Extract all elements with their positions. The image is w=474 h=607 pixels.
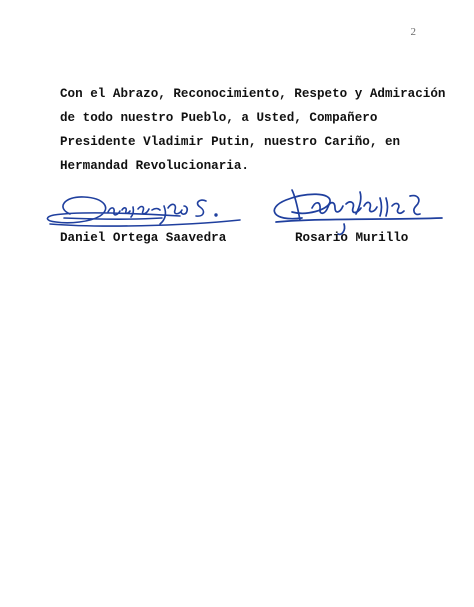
page-number: 2	[410, 26, 416, 38]
paragraph-line-3: Presidente Vladimir Putin, nuestro Cariño, en	[60, 135, 401, 149]
paragraph-line-1: Con el Abrazo, Reconocimiento, Respeto y Admiración	[60, 87, 446, 101]
handwritten-signature-left	[40, 178, 260, 236]
paragraph-line-2: de todo nuestro Pueblo, a Usted, Compañero	[60, 111, 378, 125]
signer-name-right: Rosario Murillo	[295, 231, 409, 245]
handwritten-signature-right	[262, 178, 452, 236]
letter-closing-paragraph	[60, 82, 446, 178]
paragraph-line-4: Hermandad Revolucionaria.	[60, 159, 249, 173]
signer-name-left: Daniel Ortega Saavedra	[60, 231, 227, 245]
signature-rosario-murillo	[262, 178, 452, 236]
signature-daniel-ortega	[40, 178, 260, 236]
